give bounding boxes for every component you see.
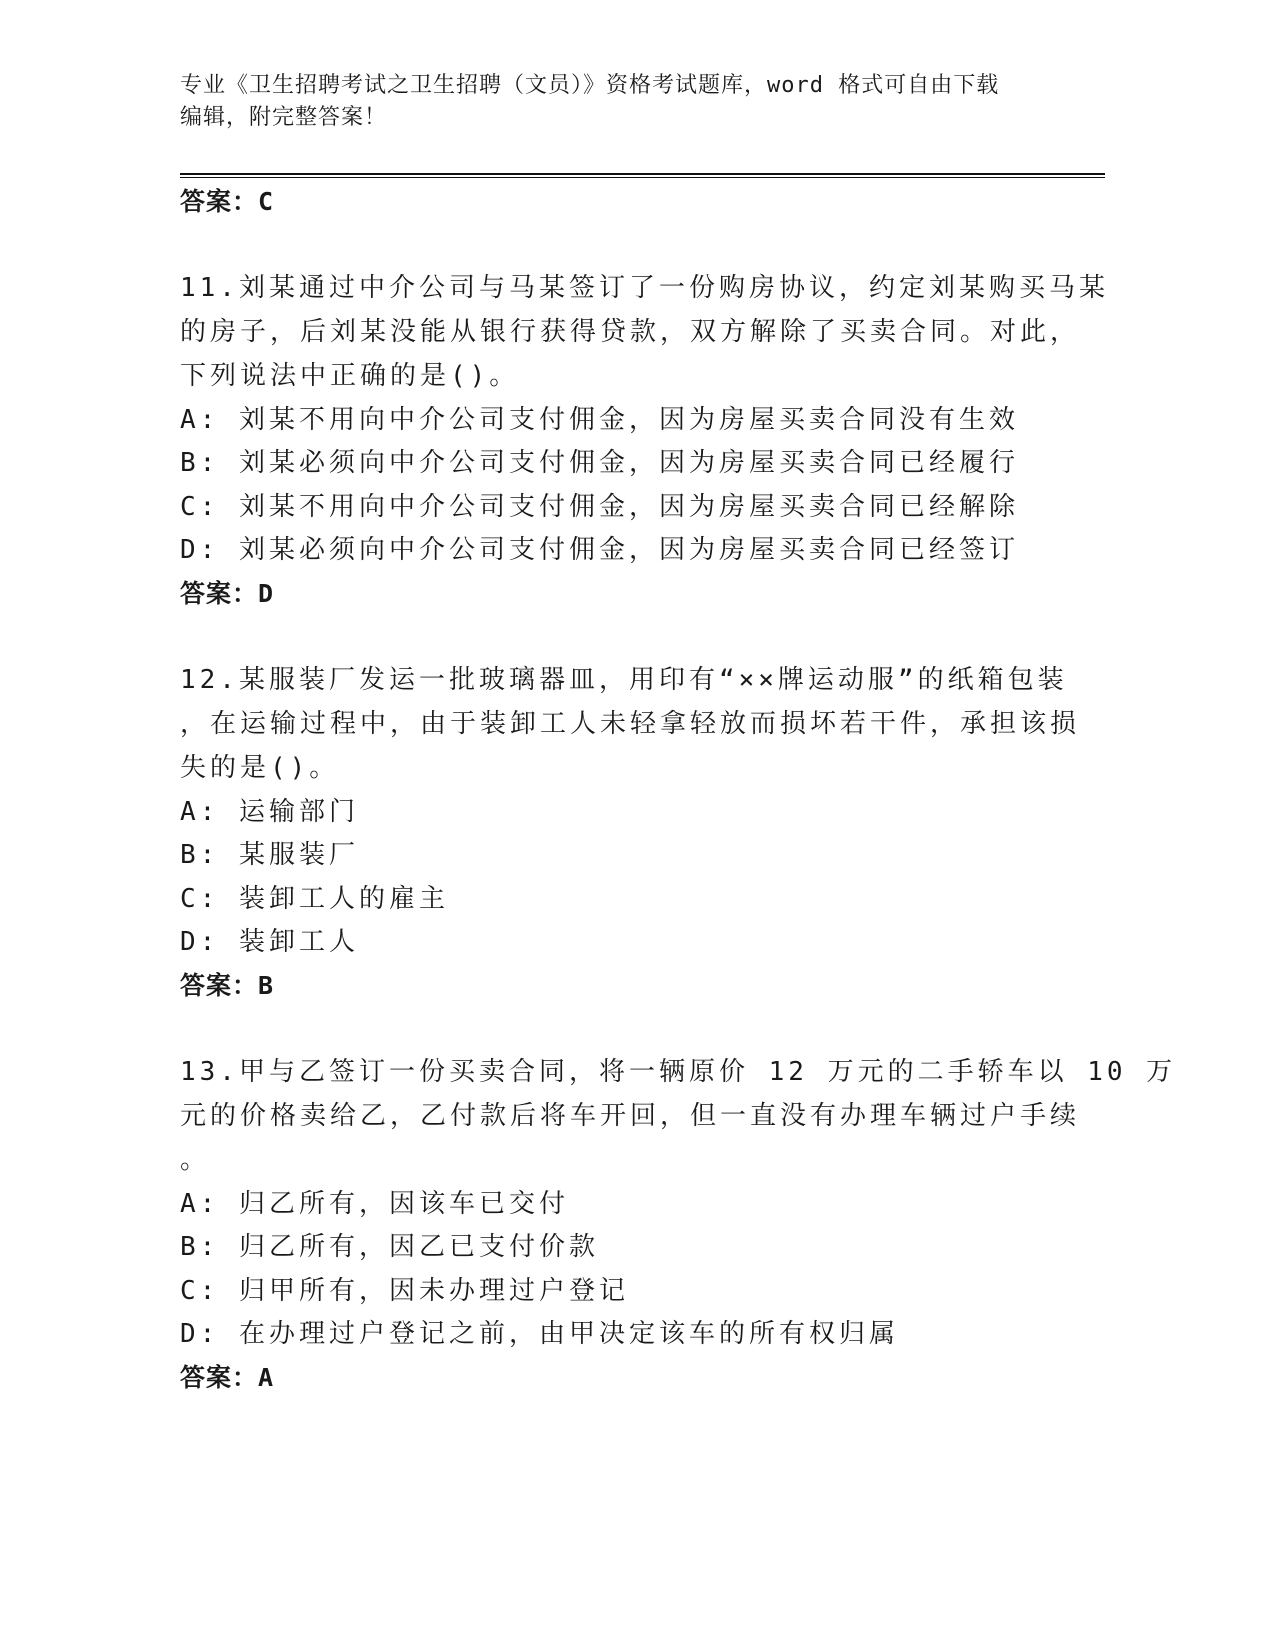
question-13-option-b: B: 归乙所有，因乙已支付价款 xyxy=(180,1232,599,1262)
question-stem-line: 下列说法中正确的是()。 xyxy=(180,361,520,391)
question-11-option-d: D: 刘某必须向中介公司支付佣金，因为房屋买卖合同已经签订 xyxy=(180,535,1019,565)
question-11-option-a: A: 刘某不用向中介公司支付佣金，因为房屋买卖合同没有生效 xyxy=(180,405,1019,435)
question-12-answer: 答案：B xyxy=(180,971,275,1000)
header-line-2: 编辑，附完整答案！ xyxy=(180,105,388,130)
question-stem-line: 。 xyxy=(180,1145,211,1175)
question-13-option-a: A: 归乙所有，因该车已交付 xyxy=(180,1189,569,1219)
question-stem-line: 12.某服装厂发运一批玻璃器皿，用印有“××牌运动服”的纸箱包装 xyxy=(180,665,1068,695)
question-stem-line: 的房子，后刘某没能从银行获得贷款，双方解除了买卖合同。对此， xyxy=(180,317,1081,347)
question-13-stem xyxy=(180,1050,1177,1182)
document-header xyxy=(180,70,1030,134)
question-12-option-d: D: 装卸工人 xyxy=(180,927,359,957)
question-stem-line: 11.刘某通过中介公司与马某签订了一份购房协议，约定刘某购买马某 xyxy=(180,273,1109,303)
question-13-option-d: D: 在办理过户登记之前，由甲决定该车的所有权归属 xyxy=(180,1319,899,1349)
question-11-option-b: B: 刘某必须向中介公司支付佣金，因为房屋买卖合同已经履行 xyxy=(180,448,1019,478)
header-divider xyxy=(180,173,1105,178)
question-12-option-a: A: 运输部门 xyxy=(180,797,359,827)
question-12-stem xyxy=(180,658,1081,790)
question-stem-line: ，在运输过程中，由于装卸工人未轻拿轻放而损坏若干件，承担该损 xyxy=(180,709,1081,739)
question-stem-line: 元的价格卖给乙，乙付款后将车开回，但一直没有办理车辆过户手续 xyxy=(180,1101,1081,1131)
question-stem-line: 失的是()。 xyxy=(180,753,340,783)
question-12-option-b: B: 某服装厂 xyxy=(180,840,359,870)
question-11-option-c: C: 刘某不用向中介公司支付佣金，因为房屋买卖合同已经解除 xyxy=(180,492,1019,522)
question-stem-line: 13.甲与乙签订一份买卖合同，将一辆原价 12 万元的二手轿车以 10 万 xyxy=(180,1057,1177,1087)
question-13-answer: 答案：A xyxy=(180,1363,275,1392)
previous-answer: 答案：C xyxy=(180,187,275,216)
question-13-option-c: C: 归甲所有，因未办理过户登记 xyxy=(180,1276,629,1306)
question-12-option-c: C: 装卸工人的雇主 xyxy=(180,884,449,914)
question-11-stem xyxy=(180,266,1109,398)
question-11-answer: 答案：D xyxy=(180,579,275,608)
header-line-1: 专业《卫生招聘考试之卫生招聘（文员）》资格考试题库，word 格式可自由下载 xyxy=(180,73,1000,98)
